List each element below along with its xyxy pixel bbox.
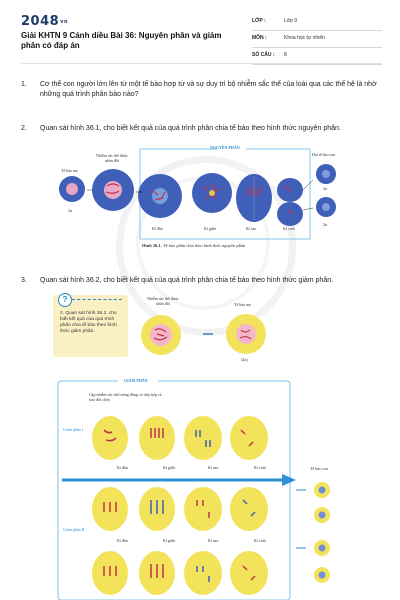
fig2-row2-stage-4: Kì cuối: [254, 538, 266, 543]
question-mark-icon: ?: [58, 293, 72, 307]
fig2-phase-1-label: Giảm phân I: [63, 427, 83, 432]
fig2-dup-chromosome-label: Nhiễm sắc thể được nhân đôi: [147, 296, 179, 306]
document-page: 2048vn Giải KHTN 9 Cánh diều Bài 36: Nguyên phân và giảm phân có đáp án LỚP : Lớp 9 MÔN : Khoa học tự nhiên SỐ CÂU : 8 1. Cơ thể con người lớn lên từ một tế bào hợp tử và sự duy trì bộ nhiễm sắc thể của loài qua các thế hệ là nhờ những quá trình phân bào nào? 2. Quan sát hình 36.1, cho biết kết quả của quá trình phân chia tế bào theo hình thức nguyên phân. Tế bào mẹ Nhiễm sắc thể được nhân đôi NGUYÊN PHÂN Hai tế bào con 2n 2n 2n Kì đầu Kì giữa Kì sau Kì cuối Hình 36.1. Tế bào phân chia theo hình thức nguyên phân 3. Quan sát hình 36.2, cho biết kết quả của quá trình phân chia tế bào theo hình thức giảm phân. ? 2. Quan sát hình 36.2, cho biết kết quả của quá trình phân chia tế bào theo hình thức giảm phân. Nhiễm sắc thể được nhân đôi Tế bào mẹ (2n) GIẢM PHÂN Cặp nhiễm sắc thể tương đồng có tiếp hợp và trao đổi chéo Giảm phân I Giảm phân II Kì đầu Kì giữa Kì sau Kì cuối Kì đầu Kì giữa Kì sau Kì cuối Tế bào con: [0, 0, 400, 600]
fig1-dup-chromosome-label: Nhiễm sắc thể được nhân đôi: [96, 153, 128, 163]
fig1-daughter-cells-label: Hai tế bào con: [312, 152, 336, 157]
fig1-stage-1: Kì đầu: [152, 226, 163, 231]
fig2-giam-phan-label: GIẢM PHÂN: [124, 378, 148, 383]
fig2-phase-2-label: Giảm phân II: [63, 527, 85, 532]
fig2-row2-stage-1: Kì đầu: [117, 538, 128, 543]
fig1-mother-cell-label: Tế bào mẹ: [61, 168, 78, 173]
fig2-2n-label: (2n): [241, 357, 248, 362]
fig1-stage-2: Kì giữa: [204, 226, 217, 231]
fig2-row1-stage-1: Kì đầu: [117, 465, 128, 470]
fig1-2n-top: 2n: [323, 186, 327, 191]
fig1-2n-left: 2n: [68, 208, 72, 213]
meta-row-subject: MÔN : Khoa học tự nhiên: [252, 31, 382, 48]
fig1-stage-3: Kì sau: [246, 226, 257, 231]
fig1-stage-4: Kì cuối: [283, 226, 295, 231]
page-title: Giải KHTN 9 Cánh diều Bài 36: Nguyên phân và giảm phân có đáp án: [21, 31, 222, 50]
fig1-caption: Hình 36.1. Tế bào phân chia theo hình thức nguyên phân: [142, 243, 246, 248]
fig2-mother-cell-label: Tế bào mẹ: [234, 302, 251, 307]
fig2-row1-stage-2: Kì giữa: [163, 465, 176, 470]
callout-text: 2. Quan sát hình 36.2, cho biết kết quả của quá trình phân chia tế bào theo hình thức giảm phân.: [60, 311, 117, 334]
fig2-row2-stage-3: Kì sau: [208, 538, 219, 543]
site-logo[interactable]: 2048vn: [21, 14, 69, 29]
fig2-row1-stage-3: Kì sau: [208, 465, 219, 470]
fig2-row1-stage-4: Kì cuối: [254, 465, 266, 470]
fig1-2n-bottom: 2n: [323, 222, 327, 227]
fig2-pairing-note: Cặp nhiễm sắc thể tương đồng có tiếp hợp và trao đổi chéo: [89, 392, 162, 402]
fig1-nguyen-phan-label: NGUYÊN PHÂN: [210, 145, 240, 150]
meta-row-class: LỚP : Lớp 9: [252, 14, 382, 31]
fig2-daughter-cells-label: Tế bào con: [310, 466, 328, 471]
meta-row-count: SỐ CÂU : 8: [252, 48, 382, 65]
fig2-row2-stage-2: Kì giữa: [163, 538, 176, 543]
